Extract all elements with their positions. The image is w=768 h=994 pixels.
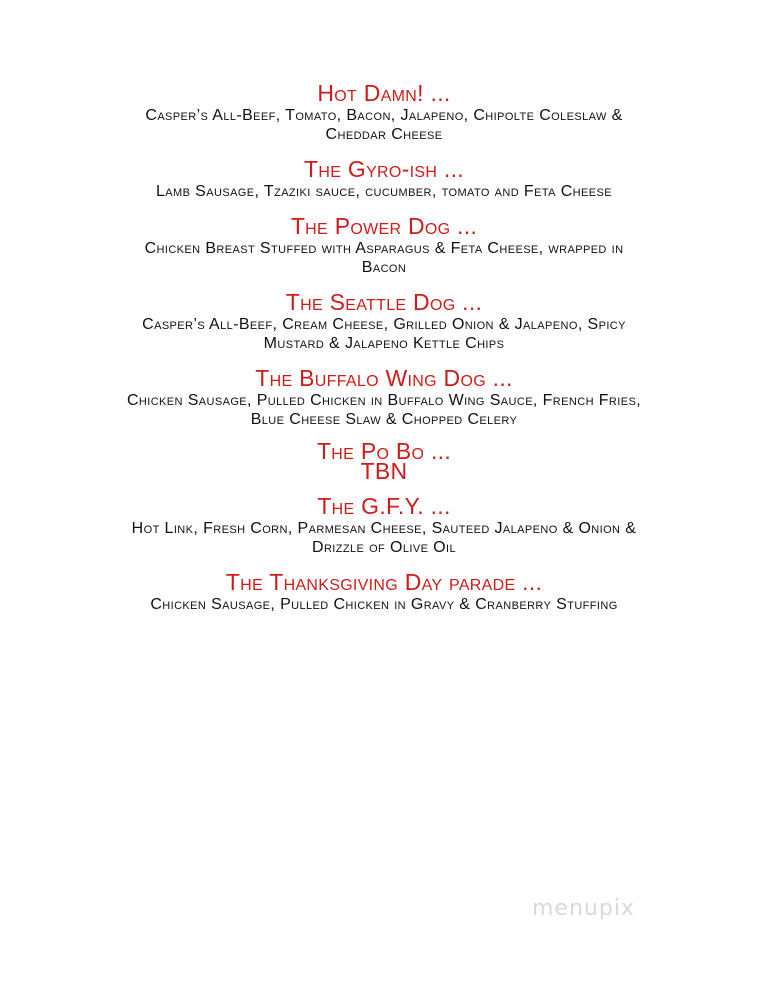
menu-item-title: The G.F.Y. ...: [317, 493, 451, 519]
menu-item-title: The Po Bo ...: [316, 438, 452, 464]
menu-item-title: The Power Dog ...: [290, 213, 478, 239]
menu-item: [124, 80, 644, 144]
watermark-logo: menupix: [532, 896, 635, 921]
menu-item-title: The Buffalo Wing Dog ...: [255, 365, 513, 391]
menu-item: [124, 156, 644, 201]
menu-item: [124, 493, 644, 557]
menu-item: [124, 365, 644, 429]
menu-item-description: Chicken Breast Stuffed with Asparagus & Feta Cheese, wrapped in Bacon: [144, 240, 624, 276]
menu-item-title: The Seattle Dog ...: [285, 289, 483, 315]
menu-item-title: The Gyro-ish ...: [304, 156, 464, 182]
menu-item-description: Lamb Sausage, Tzaziki sauce, cucumber, tomato and Feta Cheese: [156, 183, 612, 200]
menu-item: [124, 438, 644, 484]
menu-item-description: Hot Link, Fresh Corn, Parmesan Cheese, Sauteed Jalapeno & Onion & Drizzle of Olive Oil: [131, 520, 637, 556]
menu-item-title: The Thanksgiving Day parade ...: [225, 569, 543, 595]
menu-item: [124, 289, 644, 353]
menu-item: [124, 569, 644, 614]
menu-item-description: Casper’s All-Beef, Tomato, Bacon, Jalapeno, Chipolte Coleslaw & Cheddar Cheese: [145, 107, 623, 143]
menu-item-description: Casper’s All-Beef, Cream Cheese, Grilled Onion & Jalapeno, Spicy Mustard & Jalapeno Kettle Chips: [142, 316, 626, 352]
menu-item-description: Chicken Sausage, Pulled Chicken in Gravy & Cranberry Stuffing: [150, 596, 618, 613]
menu-list: [0, 80, 768, 626]
menu-item: [124, 213, 644, 277]
menu-item-description: Chicken Sausage, Pulled Chicken in Buffalo Wing Sauce, French Fries, Blue Cheese Slaw & Chopped Celery: [126, 392, 642, 428]
menu-item-title: Hot Damn! ...: [317, 80, 451, 106]
menu-item-title-line2: TBN: [360, 458, 408, 484]
